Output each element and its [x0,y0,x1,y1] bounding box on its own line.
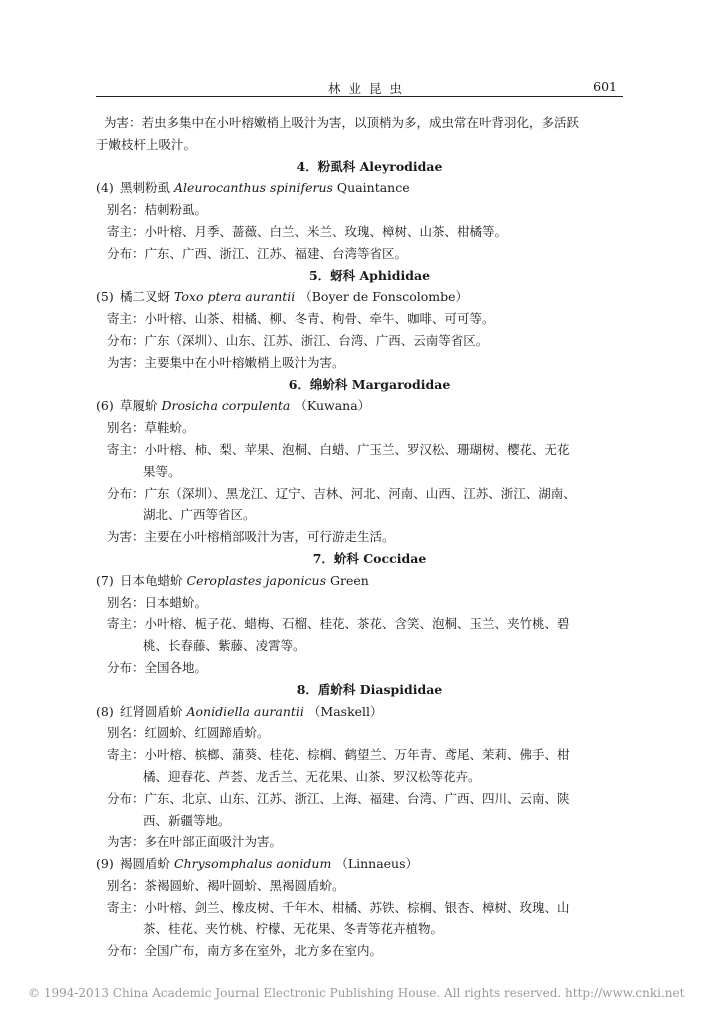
species-entry-title [96,570,623,592]
harm-line: 为害：多在叶部正面吸汁为害。 [107,834,283,850]
running-header [96,77,623,97]
species-author: （Kuwana） [294,398,371,414]
host-line [96,744,623,766]
host-label: 寄主： [107,441,145,457]
distribution-line: 分布：广东（深圳）、山东、江苏、浙江、台湾、广西、云南等省区。 [107,332,489,348]
species-common-name: 红肾圆盾蚧 [120,703,183,719]
harm-line: 为害：主要在小叶榕梢部吸汁为害，可行游走生活。 [107,529,395,545]
header-rule [96,96,623,97]
section-heading-aleyrodidae: 4．粉虱科 Aleyrodidae [296,158,443,174]
species-entry-title [96,701,623,723]
journal-title: 林 业 昆 虫 [328,81,404,96]
host-line [96,439,623,461]
section-heading-diaspididae: 8．盾蚧科 Diaspididae [296,681,443,697]
species-scientific-name: Drosicha corpulenta [161,398,291,414]
alias-line: 别名：红圆蚧、红圆蹄盾蚧。 [107,725,270,741]
host-line [96,897,623,919]
entry-number: (6) [96,398,114,414]
species-scientific-name: Chrysomphalus aonidum [174,856,332,872]
host-line-continued: 桃、长春藤、紫藤、凌霄等。 [143,638,306,654]
distribution-line: 分布：全国各地。 [107,659,208,675]
host-label: 寄主： [107,899,145,915]
distribution-label: 分布： [107,485,145,501]
distribution-line-continued: 湖北、广西等省区。 [143,507,256,523]
alias-line: 别名：日本蜡蚧。 [107,594,208,610]
entry-number: (4) [96,180,114,196]
distribution-line: 分布：广东、广西、浙江、江苏、福建、台湾等省区。 [107,245,408,261]
host-text: 小叶榕、栀子花、蜡梅、石榴、桂花、茶花、含笑、泡桐、玉兰、夹竹桃、碧 [144,616,570,632]
host-line: 寄主：小叶榕、山茶、柑橘、柳、冬青、枸骨、牵牛、咖啡、可可等。 [107,311,495,327]
distribution-label: 分布： [107,790,145,806]
copyright-footer: © 1994-2013 China Academic Journal Electronic Publishing House. All rights reserved. http://www.cnki.net [28,986,685,1000]
species-author: Green [330,572,369,588]
paragraph-line: 于嫩枝杆上吸汁。 [96,136,197,152]
distribution-text: 广东（深圳）、黑龙江、辽宁、吉林、河北、河南、山西、江苏、浙江、湖南、 [144,485,576,501]
species-entry-title [96,853,623,875]
species-scientific-name: Aleurocanthus spiniferus [174,180,333,196]
host-text: 小叶榕、剑兰、橡皮树、千年木、柑橘、苏铁、棕榈、银杏、樟树、玫瑰、山 [144,899,570,915]
host-line: 寄主：小叶榕、月季、蔷薇、白兰、米兰、玫瑰、樟树、山茶、柑橘等。 [107,223,508,239]
alias-line: 别名：茶褐圆蚧、褐叶圆蚧、黑褐圆盾蚧。 [107,877,345,893]
host-line-continued: 果等。 [143,463,181,479]
species-author: （Boyer de Fonscolombe） [299,289,469,305]
species-common-name: 褐圆盾蚧 [120,856,171,872]
species-common-name: 橘二叉蚜 [120,289,171,305]
distribution-line-continued: 西、新疆等地。 [143,812,231,828]
article-body [96,112,623,962]
species-scientific-name: Ceroplastes japonicus [186,572,327,588]
alias-line: 别名：桔刺粉虱。 [107,202,208,218]
species-scientific-name: Aonidiella aurantii [186,703,304,719]
paragraph-line: 为害：若虫多集中在小叶榕嫩梢上吸汁为害，以顶梢为多，成虫常在叶背羽化，多活跃 [104,115,580,130]
section-heading-margarodidae: 6．绵蚧科 Margarodidae [288,376,451,392]
host-line [96,613,623,635]
section-heading-coccidae: 7．蚧科 Coccidae [312,550,427,566]
species-common-name: 草履蚧 [120,398,158,414]
page-number: 601 [593,79,617,94]
species-entry-title [96,177,623,199]
alias-line: 别名：草鞋蚧。 [107,420,195,436]
harm-line: 为害：主要集中在小叶榕嫩梢上吸汁为害。 [107,354,345,370]
species-entry-title [96,395,623,417]
entry-number: (7) [96,572,114,588]
species-author: Quaintance [336,180,410,196]
species-author: （Maskell） [307,703,383,719]
host-label: 寄主： [107,616,145,632]
host-text: 小叶榕、槟榔、蒲葵、桂花、棕榈、鹤望兰、万年青、鸢尾、茉莉、佛手、柑 [144,747,570,763]
distribution-line [96,788,623,810]
distribution-line: 分布：全国广布，南方多在室外，北方多在室内。 [107,943,383,959]
distribution-text: 广东、北京、山东、江苏、浙江、上海、福建、台湾、广西、四川、云南、陕 [144,790,570,806]
host-line-continued: 橘、迎春花、芦荟、龙舌兰、无花果、山茶、罗汉松等花卉。 [143,768,481,784]
host-text: 小叶榕、柿、梨、苹果、泡桐、白蜡、广玉兰、罗汉松、珊瑚树、樱花、无花 [144,441,570,457]
section-heading-aphididae: 5．蚜科 Aphididae [308,267,431,283]
host-line-continued: 茶、桂花、夹竹桃、柠檬、无花果、冬青等花卉植物。 [143,921,444,937]
species-scientific-name: Toxo ptera aurantii [174,289,296,305]
distribution-line [96,483,623,505]
entry-number: (8) [96,703,114,719]
entry-number: (9) [96,856,114,872]
species-common-name: 日本龟蜡蚧 [120,572,183,588]
host-label: 寄主： [107,747,145,763]
species-common-name: 黑刺粉虱 [120,180,171,196]
species-entry-title [96,286,623,308]
species-author: （Linnaeus） [335,856,419,872]
entry-number: (5) [96,289,114,305]
